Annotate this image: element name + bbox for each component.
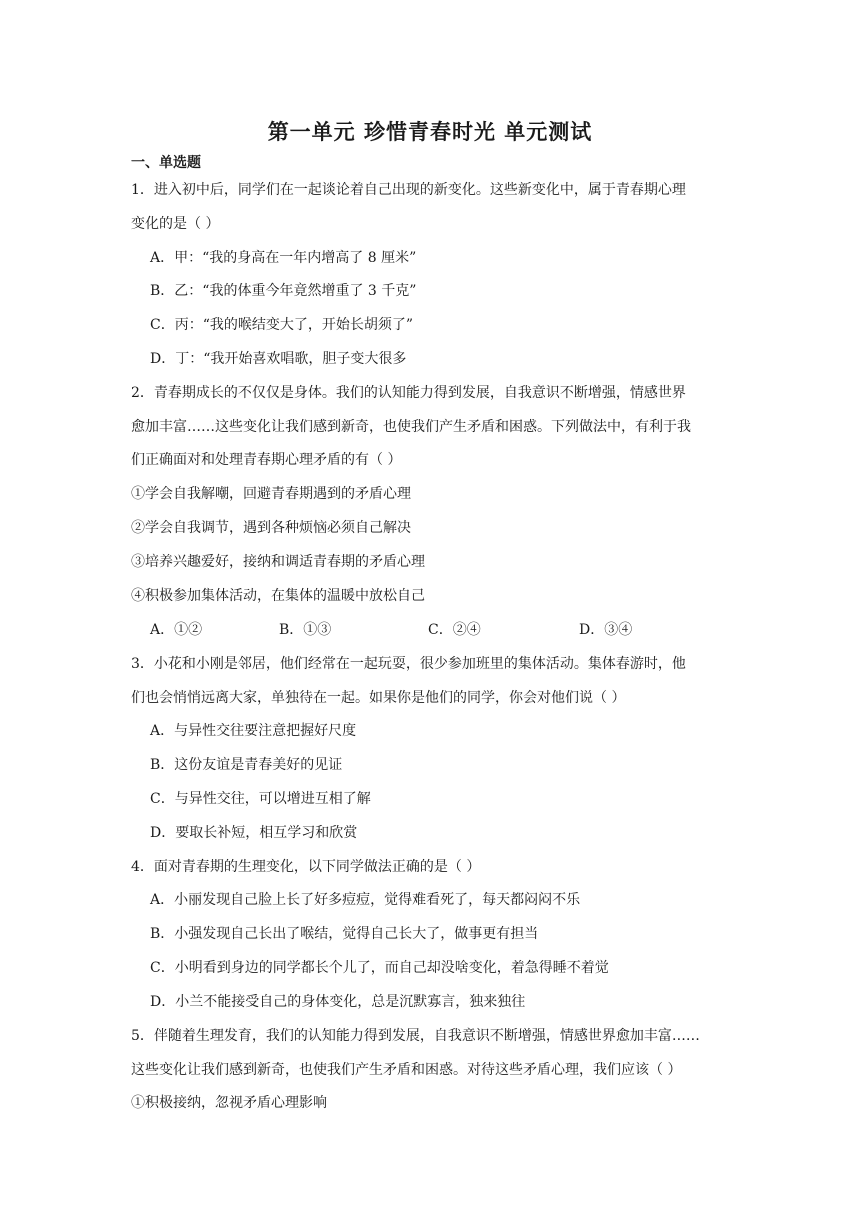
question-3-option-b: B．这份友谊是青春美好的见证 [150, 757, 343, 773]
question-2-option-c: C．②④ [428, 622, 481, 638]
question-4-option-d: D．小兰不能接受自己的身体变化，总是沉默寡言，独来独往 [150, 994, 526, 1010]
question-5-line-1: 5．伴随着生理发育，我们的认知能力得到发展，自我意识不断增强，情感世界愈加丰富…… [131, 1028, 700, 1044]
question-1-option-a: A．甲：“我的身高在一年内增高了 8 厘米” [150, 250, 417, 266]
question-2-option-d: D．③④ [579, 622, 633, 638]
question-3-option-c: C．与异性交往，可以增进互相了解 [150, 791, 371, 807]
question-2-statement-4: ④积极参加集体活动，在集体的温暖中放松自己 [131, 588, 425, 604]
question-2-line-1: 2．青春期成长的不仅仅是身体。我们的认知能力得到发展，自我意识不断增强，情感世界 [131, 385, 686, 401]
question-2-option-a: A．①② [150, 622, 203, 638]
question-1-option-b: B．乙：“我的体重今年竟然增重了 3 千克” [150, 283, 417, 299]
question-1-option-d: D．丁：“我开始喜欢唱歌，胆子变大很多 [150, 351, 407, 367]
question-3-option-a: A．与异性交往要注意把握好尺度 [150, 723, 357, 739]
question-2-line-3: 们正确面对和处理青春期心理矛盾的有（ ） [131, 452, 402, 468]
page-title: 第一单元 珍惜青春时光 单元测试 [267, 120, 593, 144]
question-4-option-a: A．小丽发现自己脸上长了好多痘痘，觉得难看死了，每天都闷闷不乐 [150, 892, 581, 908]
question-1-line-1: 1．进入初中后，同学们在一起谈论着自己出现的新变化。这些新变化中，属于青春期心理 [131, 182, 686, 198]
question-2-statement-3: ③培养兴趣爱好，接纳和调适青春期的矛盾心理 [131, 554, 425, 570]
question-5-line-2: 这些变化让我们感到新奇，也使我们产生矛盾和困惑。对待这些矛盾心理，我们应该（ ） [131, 1062, 682, 1078]
question-2-statement-1: ①学会自我解嘲，回避青春期遇到的矛盾心理 [131, 486, 411, 502]
question-4-option-b: B．小强发现自己长出了喉结，觉得自己长大了，做事更有担当 [150, 926, 539, 942]
question-1-line-2: 变化的是（ ） [131, 216, 220, 232]
section-heading: 一、单选题 [131, 155, 201, 171]
question-2-option-b: B．①③ [279, 622, 332, 638]
question-1-option-c: C．丙：“我的喉结变大了，开始长胡须了” [150, 317, 414, 333]
question-4-line-1: 4．面对青春期的生理变化，以下同学做法正确的是（ ） [131, 859, 481, 875]
question-2-statement-2: ②学会自我调节，遇到各种烦恼必须自己解决 [131, 520, 411, 536]
question-3-line-1: 3．小花和小刚是邻居，他们经常在一起玩耍，很少参加班里的集体活动。集体春游时，他 [131, 656, 686, 672]
question-2-line-2: 愈加丰富……这些变化让我们感到新奇，也使我们产生矛盾和困惑。下列做法中，有利于我 [131, 419, 691, 435]
question-4-option-c: C．小明看到身边的同学都长个儿了，而自己却没啥变化，着急得睡不着觉 [150, 960, 609, 976]
question-5-statement-1: ①积极接纳，忽视矛盾心理影响 [131, 1095, 327, 1111]
question-3-line-2: 们也会悄悄远离大家，单独待在一起。如果你是他们的同学，你会对他们说（ ） [131, 690, 626, 706]
question-3-option-d: D．要取长补短，相互学习和欣赏 [150, 825, 358, 841]
